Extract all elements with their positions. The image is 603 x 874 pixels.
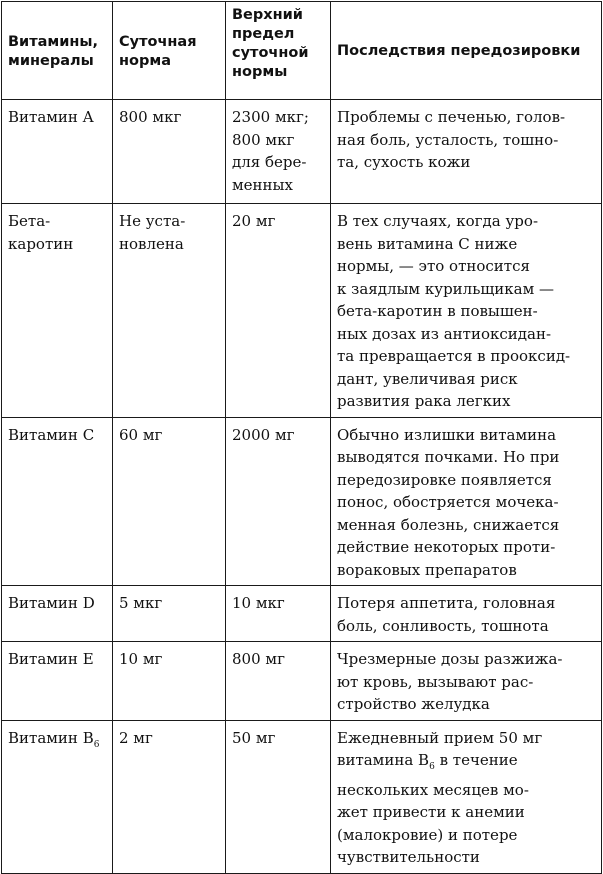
- cell-line: 5 мкг: [119, 594, 163, 612]
- cell-line: каротин: [8, 234, 74, 253]
- cell-line: чувствительности: [337, 848, 480, 866]
- cell-effect: [331, 100, 602, 204]
- cell-line: та, сухость кожи: [337, 153, 471, 171]
- cell-line: Не уста-: [119, 212, 186, 230]
- cell-line: 50 мг: [232, 728, 276, 747]
- cell-norm: [113, 417, 226, 586]
- header-line: суточной: [232, 45, 309, 61]
- cell-line: жет привести к анемии: [337, 803, 525, 821]
- table-row: [2, 100, 602, 204]
- cell-name: [2, 642, 113, 721]
- cell-limit: [226, 204, 331, 418]
- cell-effect: [331, 586, 602, 642]
- cell-line: вораковых препаратов: [337, 560, 517, 579]
- cell-name: [2, 100, 113, 204]
- header-upper-limit: [226, 2, 331, 100]
- cell-text: Витамин B: [8, 728, 94, 747]
- cell-line: нормы, — это относится: [337, 257, 530, 275]
- cell-name: [2, 720, 113, 873]
- cell-line: Витамин C: [8, 425, 95, 444]
- cell-effect: [331, 720, 602, 873]
- cell-effect: [331, 417, 602, 586]
- cell-line: нескольких месяцев мо-: [337, 780, 529, 799]
- vitamins-table: [1, 1, 602, 874]
- cell-line: 2300 мкг;: [232, 108, 309, 126]
- cell-line: Бета-: [8, 212, 51, 230]
- cell-line: выводятся почками. Но при: [337, 448, 560, 466]
- table-row: [2, 204, 602, 418]
- header-line: предел: [232, 26, 295, 42]
- cell-line: 2 мг: [119, 728, 153, 747]
- cell-line: менная болезнь, снижается: [337, 515, 560, 534]
- cell-line: дант, увеличивая риск: [337, 369, 518, 388]
- header-line: Верхний: [232, 7, 303, 23]
- header-line: Последствия передозировки: [337, 43, 581, 59]
- cell-line: новлена: [119, 234, 184, 253]
- cell-line: бета-каротин в повышен-: [337, 302, 538, 320]
- cell-name: [2, 417, 113, 586]
- cell-effect: [331, 204, 602, 418]
- cell-line: Проблемы с печенью, голов-: [337, 108, 566, 126]
- cell-norm: [113, 100, 226, 204]
- cell-line: 800 мкг: [119, 108, 182, 126]
- cell-line: понос, обостряется мочека-: [337, 493, 559, 511]
- cell-line: Ежедневный прием 50 мг: [337, 728, 543, 747]
- cell-line: стройство желудка: [337, 695, 490, 713]
- header-line: норма: [119, 52, 171, 69]
- cell-line: та превращается в прооксид-: [337, 347, 571, 365]
- header-line: Суточная: [119, 33, 197, 50]
- cell-limit: [226, 586, 331, 642]
- header-overdose-effects: [331, 2, 602, 100]
- cell-line: боль, сонливость, тошнота: [337, 616, 549, 635]
- cell-line: 10 мг: [119, 650, 163, 668]
- cell-line: для бере-: [232, 153, 307, 171]
- cell-line: В тех случаях, когда уро-: [337, 212, 539, 230]
- header-line: минералы: [8, 52, 94, 69]
- cell-line: Обычно излишки витамина: [337, 425, 557, 444]
- cell-line: 800 мкг: [232, 130, 295, 149]
- subscript: 6: [93, 739, 100, 750]
- cell-line: 10 мкг: [232, 594, 285, 612]
- cell-norm: [113, 586, 226, 642]
- cell-line: (малокровие) и потере: [337, 825, 518, 844]
- cell-line: к заядлым курильщикам —: [337, 279, 555, 298]
- cell-limit: [226, 642, 331, 721]
- cell-line: 2000 мг: [232, 425, 295, 444]
- table-row: [2, 586, 602, 642]
- header-line: Витамины,: [8, 33, 99, 50]
- cell-line: развития рака легких: [337, 392, 511, 410]
- subscript: 6: [429, 762, 435, 772]
- cell-line: передозировке появляется: [337, 470, 552, 489]
- cell-line: Потеря аппетита, головная: [337, 594, 556, 612]
- cell-text: в течение: [434, 751, 518, 769]
- cell-line: действие некоторых проти-: [337, 538, 556, 556]
- cell-line: Чрезмерные дозы разжижа-: [337, 650, 563, 668]
- cell-line: 60 мг: [119, 425, 163, 444]
- cell-line: Витамин A: [8, 108, 94, 126]
- cell-limit: [226, 720, 331, 873]
- cell-name: [2, 204, 113, 418]
- header-row: [2, 2, 602, 100]
- cell-norm: [113, 204, 226, 418]
- cell-limit: [226, 417, 331, 586]
- table-row: [2, 417, 602, 586]
- cell-line: Витамин E: [8, 650, 94, 668]
- header-line: нормы: [232, 64, 288, 80]
- table-row: [2, 642, 602, 721]
- cell-norm: [113, 720, 226, 873]
- cell-limit: [226, 100, 331, 204]
- cell-line: [337, 749, 595, 779]
- cell-line: Витамин D: [8, 594, 95, 612]
- cell-norm: [113, 642, 226, 721]
- cell-line: ют кровь, вызывают рас-: [337, 672, 534, 691]
- header-vitamins: [2, 2, 113, 100]
- cell-line: менных: [232, 175, 293, 194]
- cell-line: 20 мг: [232, 212, 276, 230]
- header-daily-norm: [113, 2, 226, 100]
- cell-line: 800 мг: [232, 650, 285, 668]
- cell-text: витамина B: [337, 751, 430, 769]
- cell-line: [8, 727, 106, 757]
- cell-line: ная боль, усталость, тошно-: [337, 130, 559, 149]
- cell-name: [2, 586, 113, 642]
- cell-effect: [331, 642, 602, 721]
- table-row: [2, 720, 602, 873]
- cell-line: ных дозах из антиоксидан-: [337, 324, 552, 343]
- cell-line: вень витамина C ниже: [337, 234, 518, 253]
